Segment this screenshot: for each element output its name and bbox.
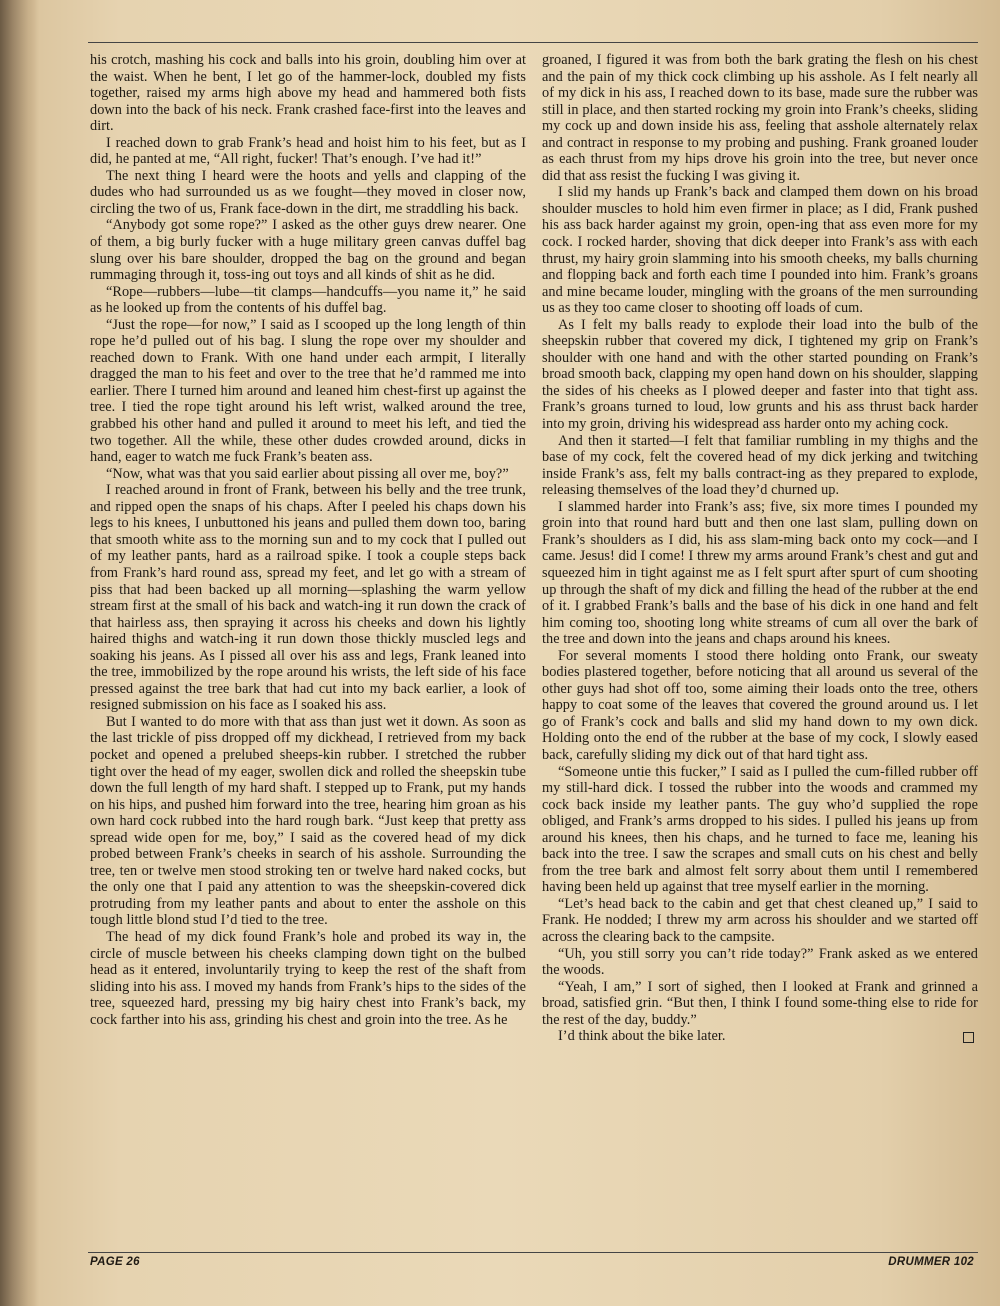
right-text-column — [542, 52, 978, 1248]
paragraph: “Someone untie this fucker,” I said as I pulled the cum-filled rubber off my still-hard dick. I tossed the rubber into the woods and crammed my cock back inside my leather pants. The guy who’d supplied the rope obliged, and Frank’s arms dropped to his sides. I pulled his jeans up from around his knees, then his chaps, and he turned to face me, leaning his back into the tree. I saw the scrapes and small cuts on his chest and belly from the tree bark and almost felt sorry about them until I remembered having been held up against that tree myself earlier in the morning. — [542, 763, 978, 896]
paragraph: I slammed harder into Frank’s ass; five, six more times I pounded my groin into that round hard butt and then one last slam, pulling down on Frank’s shoulders as I did, his ass slam-ming back onto my cock—and I came. Jesus! did I come! I threw my arms around Frank’s chest and gut and squeezed him in tight against me as I felt spurt after spurt of cum shooting up through the shaft of my dick and filling the head of the rubber at the end of it. I grabbed Frank’s balls and the base of his dick in one hand and felt him coming too, shooting long white streams of cum all over the bark of the tree and down into the jeans and chaps around his knees. — [542, 498, 978, 648]
paragraph: “Rope—rubbers—lube—tit clamps—handcuffs—you name it,” he said as he looked up from the contents of his duffel bag. — [90, 283, 526, 317]
paragraph: “Now, what was that you said earlier about pissing all over me, boy?” — [106, 465, 509, 482]
paragraph: “Anybody got some rope?” I asked as the other guys drew nearer. One of them, a big burly fucker with a huge military green canvas duffel bag slung over his bare shoulder, dropped the bag on the ground and began rummaging through it, toss-ing out toys and all kinds of shit as he did. — [90, 217, 526, 284]
paragraph: “Let’s head back to the cabin and get that chest cleaned up,” I said to Frank. He nodded; I threw my arm across his shoulder and we started off across the clearing back to the campsite. — [542, 895, 978, 945]
binding-shadow — [0, 0, 38, 1306]
paragraph: “Yeah, I am,” I sort of sighed, then I looked at Frank and grinned a broad, satisfied grin. “But then, I think I found some-thing else to ride for the rest of the day, buddy.” — [542, 978, 978, 1028]
issue-label: DRUMMER 102 — [888, 1256, 974, 1268]
paragraph: For several moments I stood there holding onto Frank, our sweaty bodies plastered together, before noticing that all around us several of the other guys had shot off too, some aiming their loads onto the tree, others happy to coat some of the leaves that covered the ground around us. I let go of Frank’s cock and balls and slid my hand down to my own dick. Holding onto the end of the rubber at the base of my cock, I slowly eased back, carefully sliding my dick out of that hard tight ass. — [542, 647, 978, 763]
paragraph: his crotch, mashing his cock and balls into his groin, doubling him over at the waist. When he bent, I let go of the hammer-lock, doubled my fists together, raised my arms high above my head and hammered both fists down into the back of his neck. Frank crashed face-first into the leaves and dirt. — [90, 52, 526, 135]
paragraph: “Uh, you still sorry you can’t ride today?” Frank asked as we entered the woods. — [542, 945, 978, 979]
paragraph: “Just the rope—for now,” I said as I scooped up the long length of thin rope he’d pulled out of his bag. I slung the rope over my shoulder and reached down to Frank. With one hand under each armpit, I literally dragged the man to his feet and over to the tree that he’d rammed me into earlier. There I turned him around and leaned him chest-first up against the tree. I tied the rope tight around his left wrist, walked around the tree, grabbed his other hand and pulled it around to meet his left, and tied the two together. All the while, these other dudes crowded around, dicks in hand, eager to watch me fuck Frank’s beaten ass. — [90, 316, 526, 466]
paragraph: I reached down to grab Frank’s head and hoist him to his feet, but as I did, he panted at me, “All right, fucker! That’s enough. I’ve had it!” — [90, 134, 526, 168]
paragraph: I reached around in front of Frank, between his belly and the tree trunk, and ripped open the snaps of his chaps. After I peeled his chaps down his legs to his knees, I unbuttoned his jeans and pulled them down too, baring that smooth white ass to the morning sun and to my cock that I pulled out of my leather pants, hard as a railroad spike. I took a couple steps back from Frank’s hard round ass, spread my feet, and let go with a stream of piss that had been backed up all morning—splashing the warm yellow stream first at the small of his back and watch-ing it run down the crack of that hairless ass, then spraying it across his cheeks and down his lightly haired thighs and watch-ing it run down those thickly muscled legs and soaking his jeans. As I pissed all over his ass and legs, Frank leaned into the tree, immobilized by the rope around his wrists, the left side of his face pressed against the tree bark that had cut into my back earlier, a look of resigned submission on his face as I soaked his ass. — [90, 482, 526, 714]
paragraph: But I wanted to do more with that ass than just wet it down. As soon as the last trickle of piss dropped off my dickhead, I retrieved from my back pocket and opened a prelubed sheeps-kin rubber. I stretched the rubber tight over the head of my eager, swollen dick and rolled the sheepskin tube down the full length of my hard shaft. I stepped up to Frank, put my hands on his hips, and pushed him forward into the tree, hearing him groan as his own hard cock rubbed into the hard rough bark. “Just keep that pretty ass spread wide open for me, boy,” I said as the covered head of my dick probed between Frank’s cheeks in search of his asshole. Surrounding the tree, ten or twelve men stood stroking ten or twelve hard naked cocks, but the only one that I paid any attention to was the sheepskin-covered dick protruding from my leather pants and about to enter the asshole on this tough little blond stud I’d tied to the tree. — [90, 713, 526, 929]
end-mark-icon — [963, 1032, 974, 1043]
paragraph: The head of my dick found Frank’s hole and probed its way in, the circle of muscle between his cheeks clamping down tight on the bulbed head as it entered, involuntarily trying to keep the rest of the shaft from sliding into his ass. I moved my hands from Frank’s hips to the sides of the tree, squeezed hard, pressing my big hairy chest into Frank’s back, my cock farther into his ass, grinding his chest and groin into the tree. As he — [90, 928, 526, 1028]
paragraph: And then it started—I felt that familiar rumbling in my thighs and the base of my cock, felt the covered head of my dick jerking and twitching inside Frank’s ass, felt my balls contract-ing as they prepared to explode, releasing themselves of the load they’d churned up. — [542, 432, 978, 499]
left-text-column — [90, 52, 526, 1248]
paragraph: groaned, I figured it was from both the bark grating the flesh on his chest and the pain of my thick cock climbing up his asshole. As I felt nearly all of my dick in his ass, I reached down to its base, made sure the rubber was still in place, and then started rocking my groin into Frank’s cheeks, sliding my cock up and down inside his ass, feeling that asshole alternately relax and contract in response to my probing and pushing. Frank groaned louder as each thrust from my hips drove his groin into the tree, but never once did that ass resist the fucking I was giving it. — [542, 52, 978, 184]
paragraph: As I felt my balls ready to explode their load into the bulb of the sheepskin rubber that covered my dick, I tightened my grip on Frank’s shoulder with one hand and with the other started pounding on Frank’s broad smooth back, clapping my open hand down on his shoulder, slapping the sides of his cheeks as I plowed deeper and faster into that tight ass. Frank’s groans turned to loud, low grunts and his ass thrust back harder into my groin, driving his widespread ass harder onto my aching cock. — [542, 316, 978, 433]
paragraph: The next thing I heard were the hoots and yells and clapping of the dudes who had surrounded us as we fought—they moved in closer now, circling the two of us, Frank face-down in the dirt, me straddling his back. — [90, 167, 526, 217]
paragraph: I slid my hands up Frank’s back and clamped them down on his broad shoulder muscles to hold him even firmer in place; as I did, Frank pushed his ass back harder against my groin, open-ing that ass even more for my cock. I rocked harder, shoving that dick deeper into Frank’s ass with each thrust, my hairy groin slamming into his smooth cheeks, my balls churning and flopping back and forth each time I pounded into him. Frank’s groans and mine became louder, mingling with the groans of the men surrounding us as they too came closer to shooting off loads of cum. — [542, 184, 978, 317]
page-number: PAGE 26 — [90, 1256, 140, 1268]
paragraph: I’d think about the bike later. — [542, 1028, 978, 1045]
bottom-rule — [88, 1252, 978, 1253]
top-rule — [88, 42, 978, 43]
